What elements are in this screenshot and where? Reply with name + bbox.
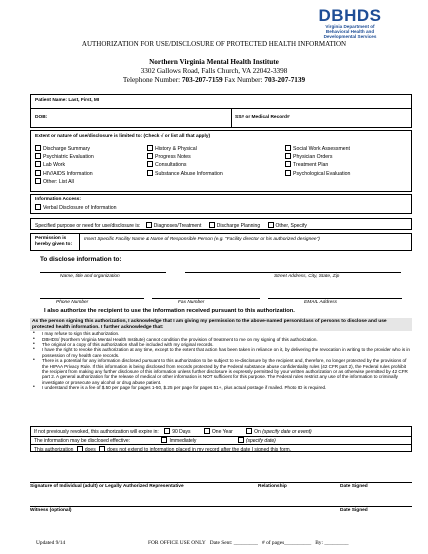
checkbox[interactable] xyxy=(238,437,244,443)
checkbox[interactable] xyxy=(147,145,153,151)
date-signed-label: Date Signed xyxy=(340,484,368,489)
fax-caption: Fax Number xyxy=(178,300,205,305)
address-caption: Street Address, City, State, Zip xyxy=(274,274,340,279)
purpose-label: Specified purpose or need for use/disclosure is: xyxy=(35,223,141,229)
email-line xyxy=(268,298,402,299)
checkbox[interactable] xyxy=(35,178,41,184)
address-line xyxy=(185,272,401,273)
checkbox[interactable] xyxy=(246,428,252,434)
hospital-address: 3302 Gallows Road, Falls Church, VA 22042-3398 xyxy=(140,67,288,75)
option-hiv-aids[interactable]: HIV/AIDS Information xyxy=(35,170,147,178)
patient-name-divider xyxy=(31,108,411,109)
ack-bullet-3: • The original or a copy of this authorization shall be included with my original records. xyxy=(30,342,412,347)
expire-90-days[interactable]: 90 Days xyxy=(164,429,190,435)
verbal-disclosure-option[interactable]: Verbal Disclosure of Information xyxy=(35,204,117,212)
phone-caption: Phone Number xyxy=(56,300,89,305)
logo-subtitle-1: Virginia Department of xyxy=(325,24,375,29)
permission-hint: Insert Specific Facility Name & Name of Responsible Person (e.g. "Facility director or his authorized designee") xyxy=(84,237,320,242)
option-psychological-eval[interactable]: Psychological Evaluation xyxy=(285,170,425,178)
footer-office-use: FOR OFFICE USE ONLY Date Sent: _________ # of pages__________ By: _________ xyxy=(148,540,349,546)
checkbox[interactable] xyxy=(35,145,41,151)
ssn-label: SS# or Medical Record# xyxy=(235,115,290,120)
extend-pre: This authorization xyxy=(34,446,74,453)
witness-line xyxy=(30,506,412,507)
permission-label: Permission is hereby given to: xyxy=(35,236,73,247)
witness-date-label: Date Signed xyxy=(340,508,368,513)
expire-label: If not previously revoked, this authorization will expire in: xyxy=(34,429,159,435)
purpose-diagnoses[interactable]: Diagnoses/Treatment xyxy=(146,223,202,229)
option-substance-abuse[interactable]: Substance Abuse Information xyxy=(147,170,285,178)
dob-divider xyxy=(231,108,232,128)
option-lab-work[interactable]: Lab Work xyxy=(35,161,147,169)
checkbox[interactable] xyxy=(285,170,291,176)
expire-one-year[interactable]: One Year xyxy=(204,429,233,435)
checkbox[interactable] xyxy=(147,153,153,159)
info-access-label: Information Access: xyxy=(35,197,81,202)
signature-line xyxy=(30,482,412,483)
dob-label: DOB: xyxy=(35,115,48,120)
effective-immediately[interactable]: Immediately xyxy=(161,438,196,444)
footer-updated: Updated 9/14 xyxy=(36,540,66,546)
checkbox[interactable] xyxy=(77,446,83,452)
extent-section xyxy=(30,130,412,192)
checkbox[interactable] xyxy=(147,161,153,167)
extend-row xyxy=(34,446,291,454)
witness-label: Witness (optional) xyxy=(30,508,72,513)
option-discharge-summary[interactable]: Discharge Summary xyxy=(35,145,147,153)
phone-label: Telephone Number: xyxy=(122,76,181,84)
extent-options xyxy=(35,145,425,186)
checkbox[interactable] xyxy=(209,222,215,228)
option-other-list-all[interactable]: Other: List All xyxy=(35,178,147,186)
purpose-row xyxy=(35,222,307,230)
expire-row xyxy=(34,428,312,436)
ack-bullet-5: • There is a potential for any information disclosed pursuant to this authorization to be subject to re-disclosure by the recipient and, therefore, no longer protected by the provisions of the HIPAA Privacy Rule. If this information is being disclosed from records protected by the Federal substance abuse confidentiality rules (42 CFR part 2), the Federal rules prohibit the recipient from making any further disclosure of this information unless further disclosure is expressly permitted by your written authorization or as otherwise permitted by 42 CFR part 2. A general authorization for the release of medical or other information is NOT sufficient for this purpose. The Federal rules restrict any use of the information to criminally investigate or prosecute any alcohol or drug abuse patient. xyxy=(30,358,412,385)
ack-bullet-2: • DBHDS/ (Northern Virginia Mental Health Institute) cannot condition the provision of treatment to me on my signing of this authorization. xyxy=(30,337,412,342)
option-social-work[interactable]: Social Work Assessment xyxy=(285,145,425,153)
checkbox[interactable] xyxy=(146,222,152,228)
checkbox[interactable] xyxy=(147,170,153,176)
checkbox[interactable] xyxy=(268,222,274,228)
extend-does[interactable]: does xyxy=(77,447,96,453)
checkbox[interactable] xyxy=(285,145,291,151)
logo-text: DBHDS xyxy=(318,6,382,25)
checkbox[interactable] xyxy=(35,170,41,176)
signature-label: Signature of Individual (adult) or Legally Authorized Representative xyxy=(30,484,184,489)
effective-label: The information may be disclosed effective: xyxy=(34,438,131,444)
info-access-section xyxy=(30,194,412,214)
name-line xyxy=(40,272,166,273)
ack-bullet-6: • I understand there is a fee of $.50 per page for pages 1-50, $.25 per page for pages 51+, plus actual postage if mailed. Photo ID is required. xyxy=(30,385,412,390)
email-caption: EMAIL Address xyxy=(304,300,338,305)
patient-section xyxy=(30,94,412,128)
purpose-other[interactable]: Other, Specify xyxy=(268,223,307,229)
logo-subtitle-2: Behavioral Health and xyxy=(325,29,375,34)
checkbox[interactable] xyxy=(161,437,167,443)
checkbox[interactable] xyxy=(99,446,105,452)
permission-divider xyxy=(79,234,80,251)
phone-number: 703-207-7159 xyxy=(181,76,223,84)
form-title: AUTHORIZATION FOR USE/DISCLOSURE OF PROTECTED HEALTH INFORMATION xyxy=(81,40,347,48)
option-psychiatric-eval[interactable]: Psychiatric Evaluation xyxy=(35,153,147,161)
acknowledge-intro: As the person signing this authorization, I acknowledge that I am giving my permission to the above-named person/class of persons to disclose and use protected health information. I further acknowledge that: xyxy=(30,318,412,331)
option-physician-orders[interactable]: Physician Orders xyxy=(285,153,425,161)
permission-section xyxy=(30,233,412,251)
dbhds-logo xyxy=(295,8,405,39)
expiration-section xyxy=(30,426,412,452)
checkbox[interactable] xyxy=(164,428,170,434)
checkbox[interactable] xyxy=(204,428,210,434)
purpose-discharge[interactable]: Discharge Planning xyxy=(209,223,260,229)
option-treatment-plan[interactable]: Treatment Plan xyxy=(285,161,425,169)
effective-specify[interactable]: (specify date) xyxy=(238,438,276,444)
hospital-phone-line xyxy=(0,76,428,84)
fax-line xyxy=(152,298,260,299)
hospital-name: Northern Virginia Mental Health Institute xyxy=(149,58,279,66)
checkbox[interactable] xyxy=(35,153,41,159)
option-progress-notes[interactable]: Progress Notes xyxy=(147,153,285,161)
logo-subtitle-3: Developmental Services xyxy=(323,34,377,39)
option-history-physical[interactable]: History & Physical xyxy=(147,145,285,153)
checkbox[interactable] xyxy=(285,161,291,167)
expire-on[interactable]: On (specify date or event) xyxy=(246,429,312,435)
option-consultations[interactable]: Consultations xyxy=(147,161,285,169)
fax-label: Fax Number: xyxy=(224,76,263,84)
extend-does-not[interactable]: does not extend to information placed in my record after the date I signed this form. xyxy=(99,447,291,453)
phone-line xyxy=(40,298,144,299)
extent-label: Extent or nature of use/disclosure is limited to: (Check √ or list all that apply) xyxy=(35,134,211,139)
disclose-heading: To disclose information to: xyxy=(40,256,122,263)
authorize-recipient-line: I also authorize the recipient to use the information received pursuant to this authorization. xyxy=(44,308,295,314)
acknowledge-section xyxy=(30,318,412,423)
purpose-section xyxy=(30,218,412,230)
checkbox[interactable] xyxy=(35,161,41,167)
checkbox[interactable] xyxy=(285,153,291,159)
patient-name-label: Patient Name: Last, First, MI xyxy=(35,98,100,103)
ack-bullet-4: • I have the right to revoke this authorization at any time, except to the extent that action has been taken in reliance on it, by delivering the revocation in writing to the provider who is in possession of my health care records. xyxy=(30,347,412,358)
fax-number: 703-207-7139 xyxy=(264,76,306,84)
relationship-label: Relationship xyxy=(258,484,287,489)
checkbox[interactable] xyxy=(35,204,41,210)
ack-bullet-1: • I may refuse to sign this authorization. xyxy=(30,331,412,336)
name-caption: Name, title and organization xyxy=(60,274,120,279)
